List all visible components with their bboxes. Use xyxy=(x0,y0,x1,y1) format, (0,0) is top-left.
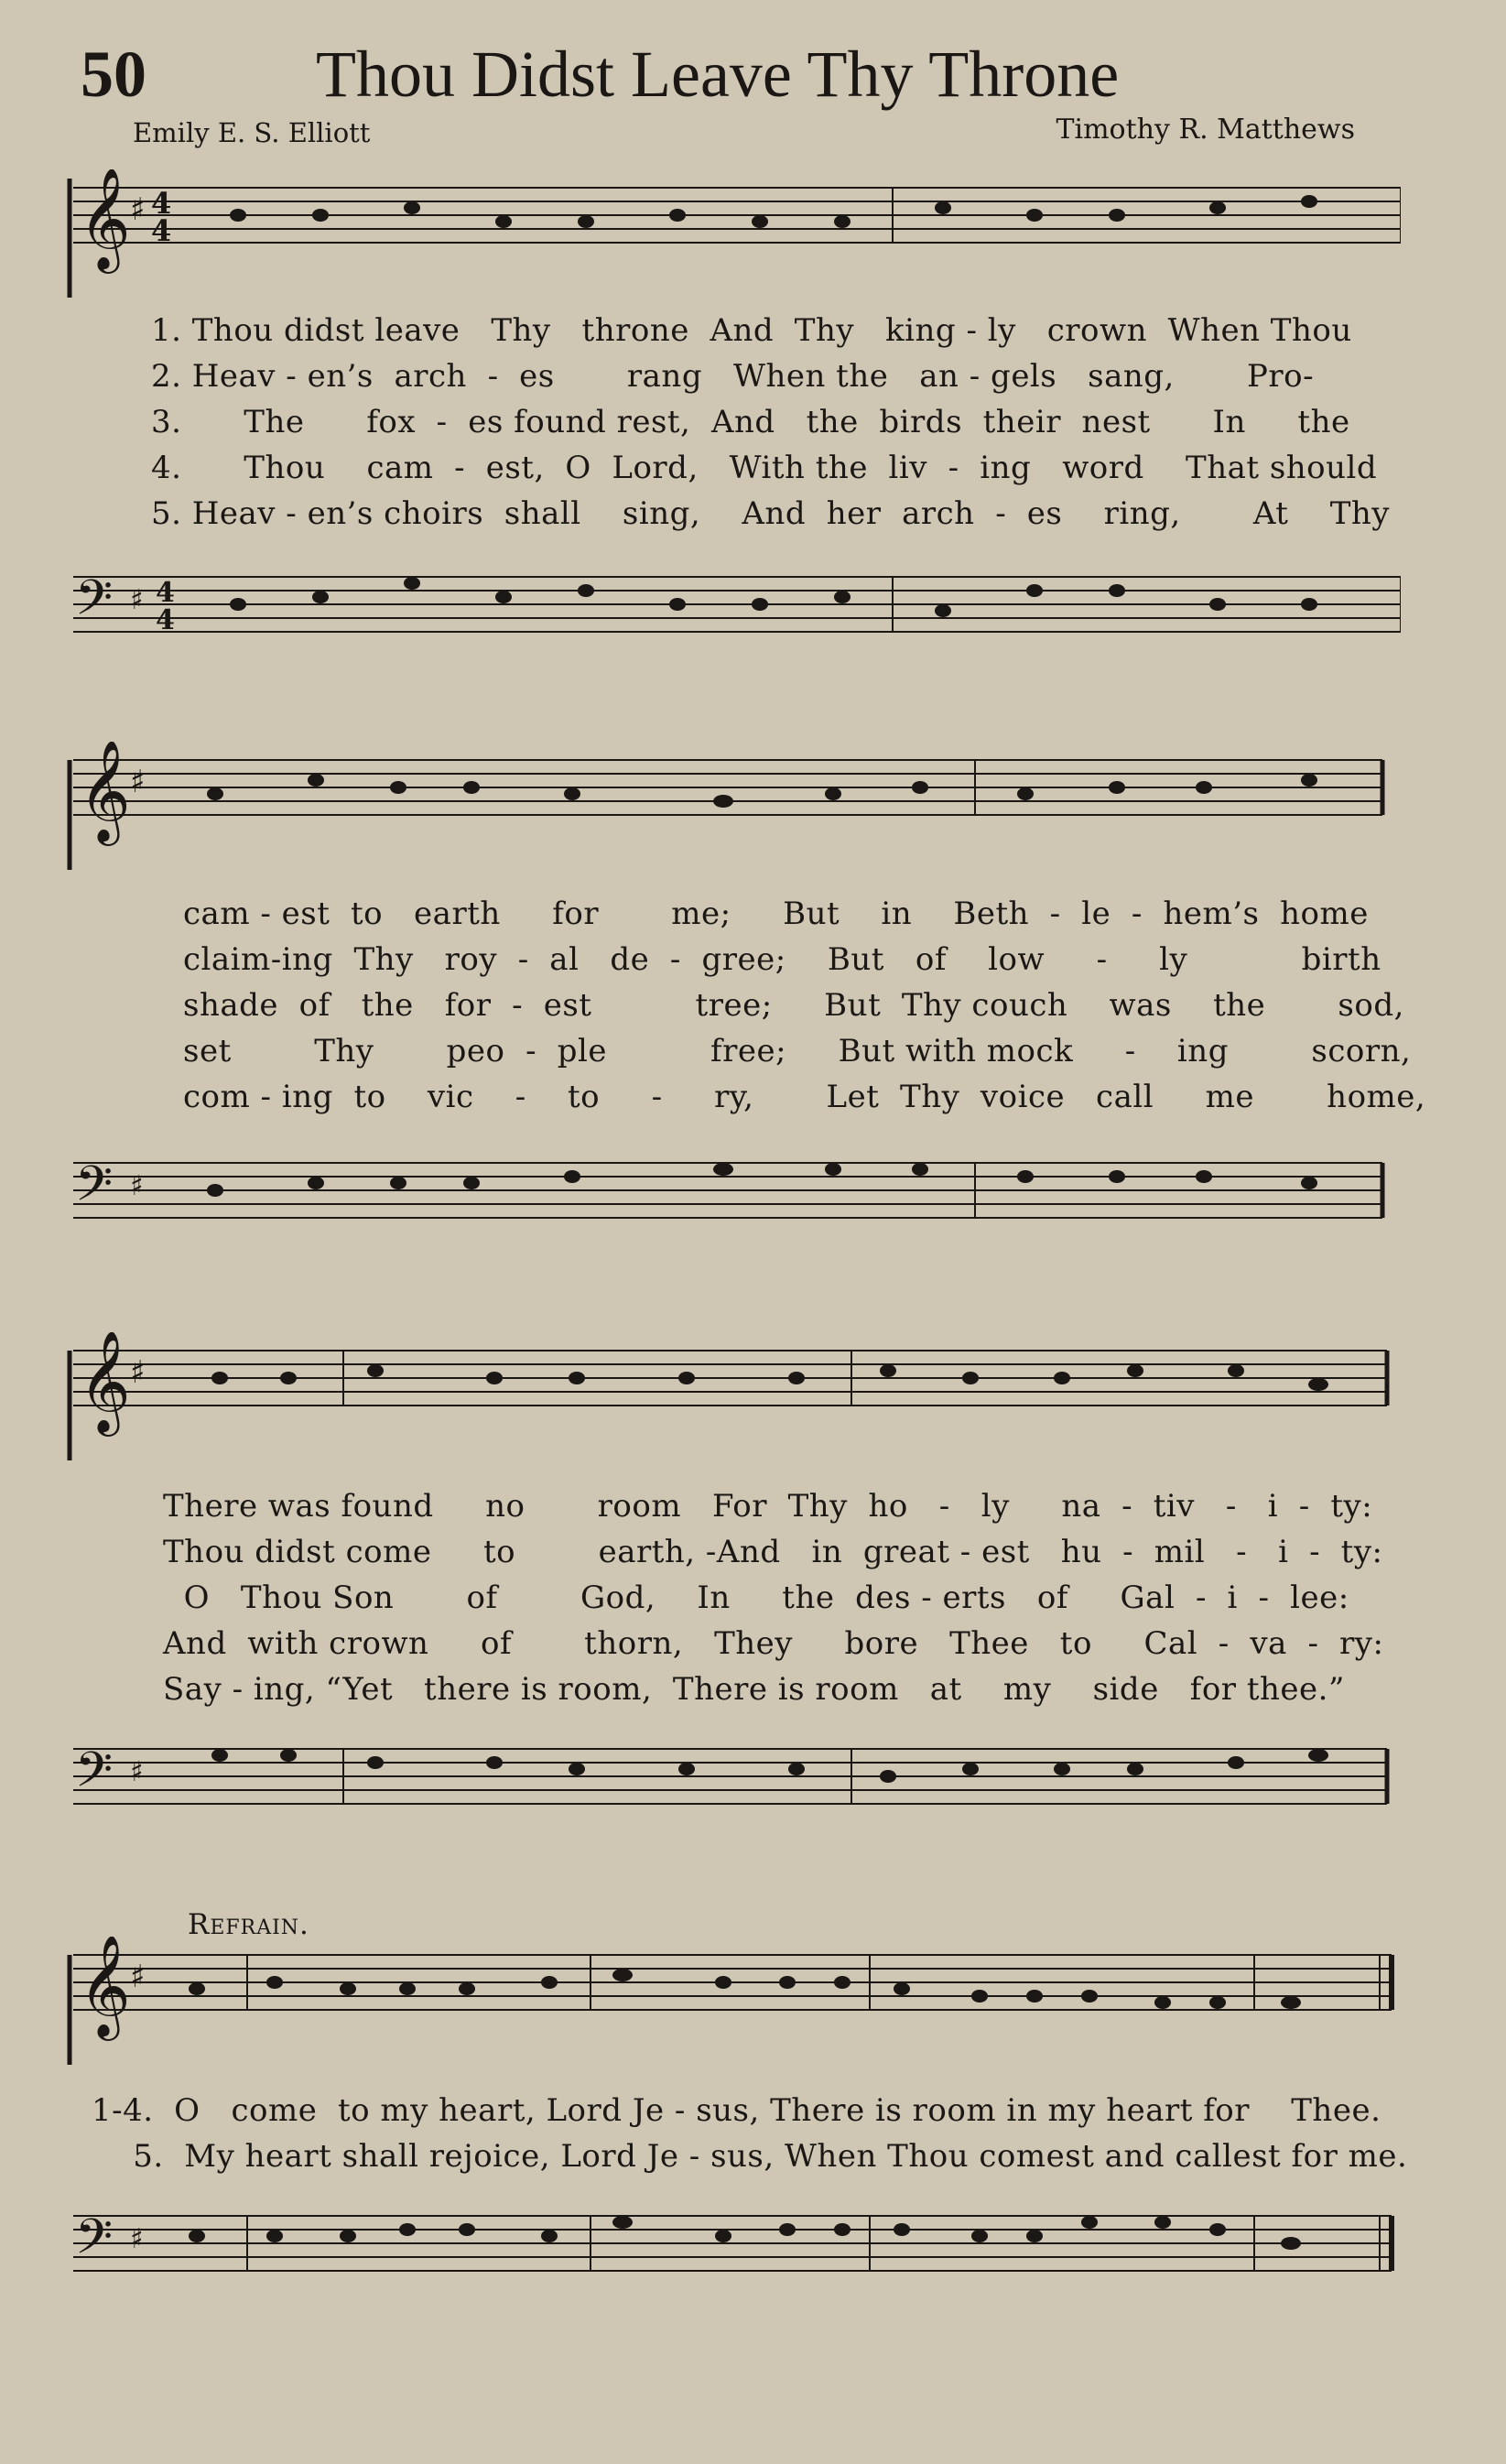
refrain-line-1: 1-4. O come to my heart, Lord Je - sus, There is room in my heart for Thee. xyxy=(92,2092,1381,2129)
verse-5-line: Say - ing, “Yet there is room, There is room at my side for thee.” xyxy=(163,1671,1345,1708)
verse-4-line: And with crown of thorn, They bore Thee to Cal - va - ry: xyxy=(163,1625,1384,1662)
svg-text:♯: ♯ xyxy=(130,764,146,800)
treble-staff-refrain xyxy=(64,1937,1401,2065)
verse-3-line: O Thou Son of God, In the des - erts of Gal - i - lee: xyxy=(163,1579,1349,1616)
verse-3-line: shade of the for - est tree; But Thy couch was the sod, xyxy=(183,987,1404,1024)
bass-staff-system-2 xyxy=(64,1149,1401,1268)
svg-text:♯: ♯ xyxy=(130,1354,146,1391)
hymn-composer: Timothy R. Matthews xyxy=(1056,114,1355,146)
svg-text:𝄢: 𝄢 xyxy=(75,570,114,638)
verse-1-line: 1. Thou didst leave Thy throne And Thy king - ly crown When Thou xyxy=(151,312,1352,349)
svg-text:𝄞: 𝄞 xyxy=(79,742,131,841)
verse-2-line: claim-ing Thy roy - al de - gree; But of low - ly birth xyxy=(183,941,1381,978)
svg-text:♯: ♯ xyxy=(130,1756,144,1788)
verse-2-line: 2. Heav - en’s arch - es rang When the an - gels sang, Pro- xyxy=(151,358,1315,395)
svg-text:♯: ♯ xyxy=(130,584,144,616)
svg-text:𝄢: 𝄢 xyxy=(75,1742,114,1810)
treble-staff-system-2 xyxy=(64,742,1401,870)
svg-text:♯: ♯ xyxy=(130,1959,146,1995)
verse-5-line: 5. Heav - en’s choirs shall sing, And her arch - es ring, At Thy xyxy=(151,495,1390,532)
svg-text:♯: ♯ xyxy=(130,191,146,228)
svg-text:4: 4 xyxy=(156,577,175,609)
svg-text:𝄞: 𝄞 xyxy=(79,169,131,269)
refrain-line-2: 5. My heart shall rejoice, Lord Je - sus, When Thou comest and callest for me. xyxy=(92,2138,1408,2175)
bass-staff-system-1 xyxy=(64,563,1401,682)
verse-1-line: cam - est to earth for me; But in Beth - le - hem’s home xyxy=(183,896,1369,932)
svg-text:𝄞: 𝄞 xyxy=(79,1937,131,2036)
hymn-author: Emily E. S. Elliott xyxy=(133,117,371,148)
verse-4-line: 4. Thou cam - est, O Lord, With the liv - ing word That should xyxy=(151,450,1378,486)
svg-text:♯: ♯ xyxy=(130,1170,144,1202)
svg-text:𝄢: 𝄢 xyxy=(75,1156,114,1224)
svg-text:4: 4 xyxy=(151,213,172,248)
svg-text:♯: ♯ xyxy=(130,2223,144,2255)
treble-staff-system-3 xyxy=(64,1332,1401,1460)
svg-text:4: 4 xyxy=(151,186,172,221)
hymn-number: 50 xyxy=(81,38,146,111)
treble-staff-system-1 xyxy=(64,169,1401,298)
hymn-title: Thou Didst Leave Thy Throne xyxy=(316,38,1120,111)
verse-1-line: There was found no room For Thy ho - ly na - tiv - i - ty: xyxy=(163,1488,1373,1525)
bass-staff-refrain xyxy=(64,2202,1401,2321)
verse-5-line: com - ing to vic - to - ry, Let Thy voice call me home, xyxy=(183,1079,1426,1115)
svg-text:𝄢: 𝄢 xyxy=(75,2209,114,2277)
svg-text:𝄞: 𝄞 xyxy=(79,1332,131,1432)
bass-staff-system-3 xyxy=(64,1735,1401,1854)
verse-3-line: 3. The fox - es found rest, And the birds their nest In the xyxy=(151,404,1350,440)
verse-4-line: set Thy peo - ple free; But with mock - ing scorn, xyxy=(183,1033,1412,1069)
refrain-label: Refrain. xyxy=(188,1908,309,1941)
verse-2-line: Thou didst come to earth, -And in great - est hu - mil - i - ty: xyxy=(163,1534,1383,1570)
svg-text:4: 4 xyxy=(156,604,175,636)
